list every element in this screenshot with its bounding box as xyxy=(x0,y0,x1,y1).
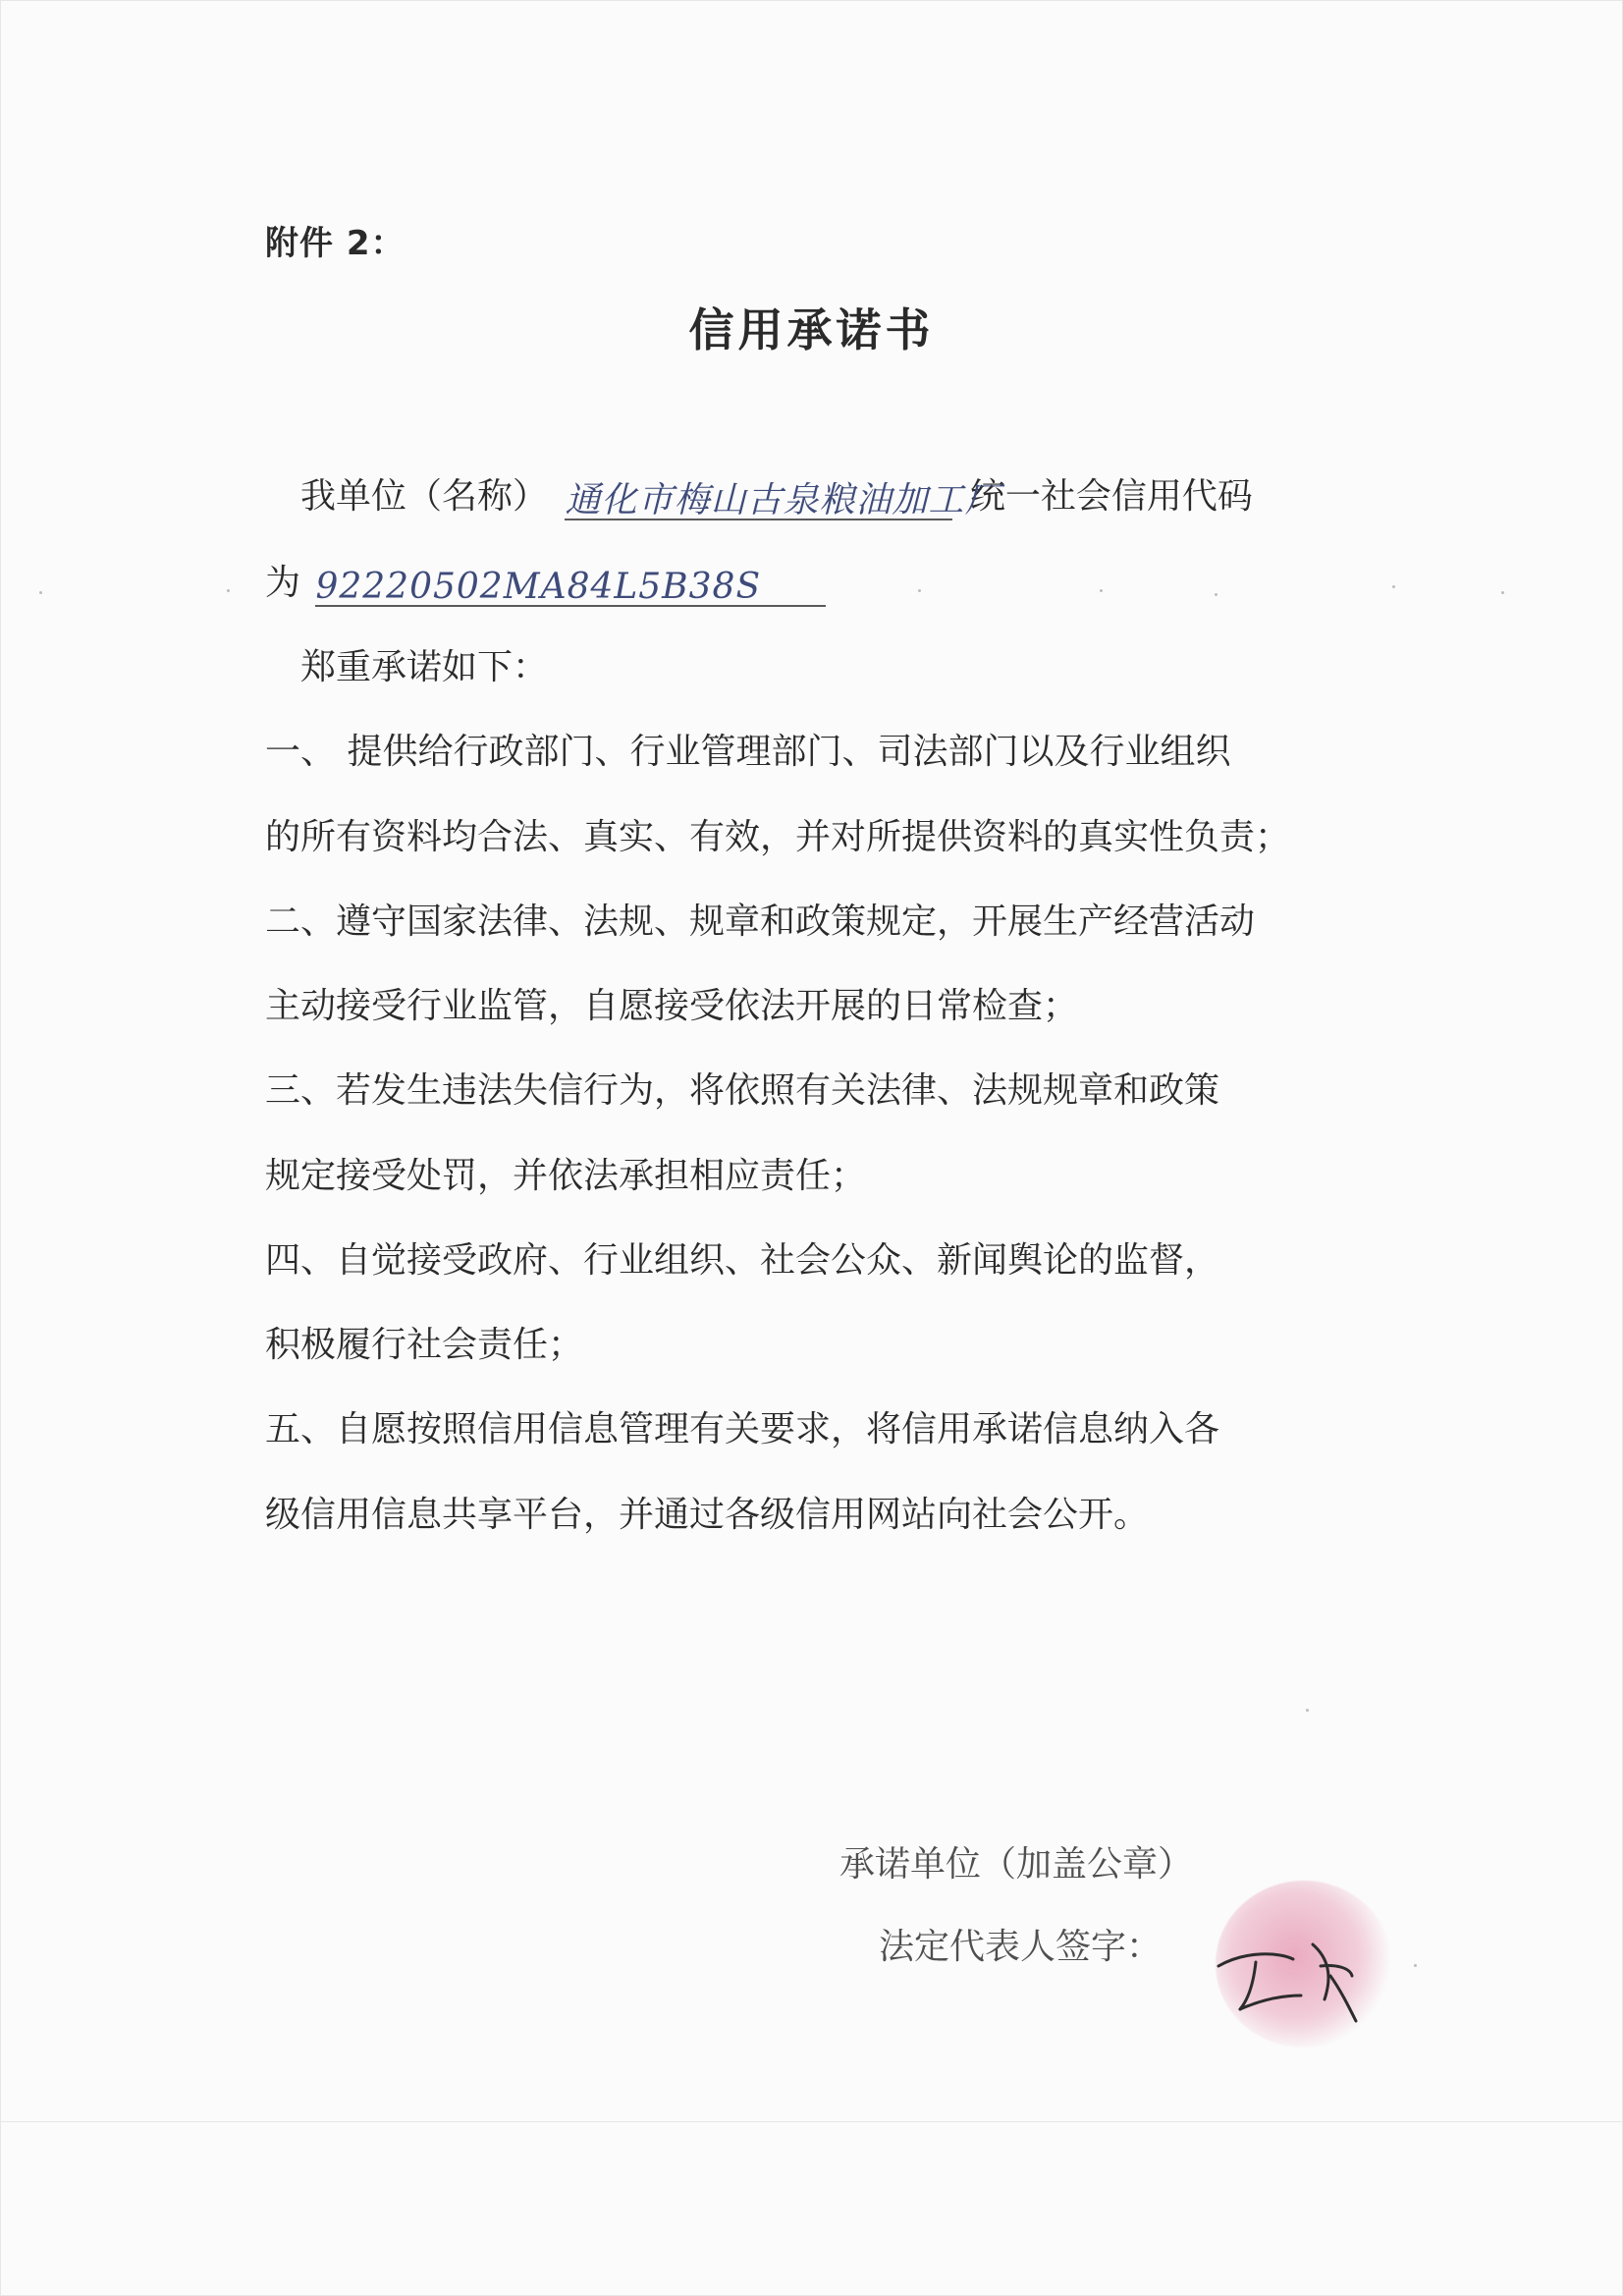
item-2-line-2: 主动接受行业监管，自愿接受依法开展的日常检查； xyxy=(265,986,1079,1026)
document-title: 信用承诺书 xyxy=(688,303,935,356)
item-4-line-1: 四、自觉接受政府、行业组织、社会公众、新闻舆论的监督， xyxy=(265,1240,1220,1281)
scan-edge-line xyxy=(0,2121,1623,2122)
unit-suffix: 统一社会信用代码 xyxy=(969,476,1253,517)
item-5-line-1: 五、自愿按照信用信息管理有关要求，将信用承诺信息纳入各 xyxy=(265,1409,1220,1449)
code-prefix: 为 xyxy=(265,563,301,603)
item-3-line-1: 三、若发生违法失信行为，将依照有关法律、法规规章和政策 xyxy=(265,1070,1220,1111)
item-1-line-1: 一、 提供给行政部门、行业管理部门、司法部门以及行业组织 xyxy=(265,732,1231,772)
handwritten-unit-name: 通化市梅山古泉粮油加工厂 xyxy=(565,480,1001,520)
item-4-line-2: 积极履行社会责任； xyxy=(265,1325,584,1365)
unit-seal-label: 承诺单位（加盖公章） xyxy=(839,1844,1194,1885)
handwritten-signature xyxy=(1203,1915,1360,2033)
item-2-line-1: 二、遵守国家法律、法规、规章和政策规定，开展生产经营活动 xyxy=(265,902,1256,942)
intro-line-2 xyxy=(265,563,826,607)
legal-rep-label: 法定代表人签字： xyxy=(879,1927,1163,1967)
item-3-line-2: 规定接受处罚，并依法承担相应责任； xyxy=(265,1156,867,1196)
item-1-line-2: 的所有资料均合法、真实、有效，并对所提供资料的真实性负责； xyxy=(265,817,1291,857)
solemn-promise: 郑重承诺如下： xyxy=(300,647,549,687)
item-5-line-2: 级信用信息共享平台，并通过各级信用网站向社会公开。 xyxy=(265,1495,1150,1535)
intro-line-1 xyxy=(265,476,1253,520)
attachment-label: 附件 2： xyxy=(265,224,406,263)
unit-prefix: 我单位（名称） xyxy=(300,476,549,517)
signature-text: 王伟 xyxy=(1208,1935,1210,1936)
handwritten-credit-code: 92220502MA84L5B38S xyxy=(315,570,826,607)
